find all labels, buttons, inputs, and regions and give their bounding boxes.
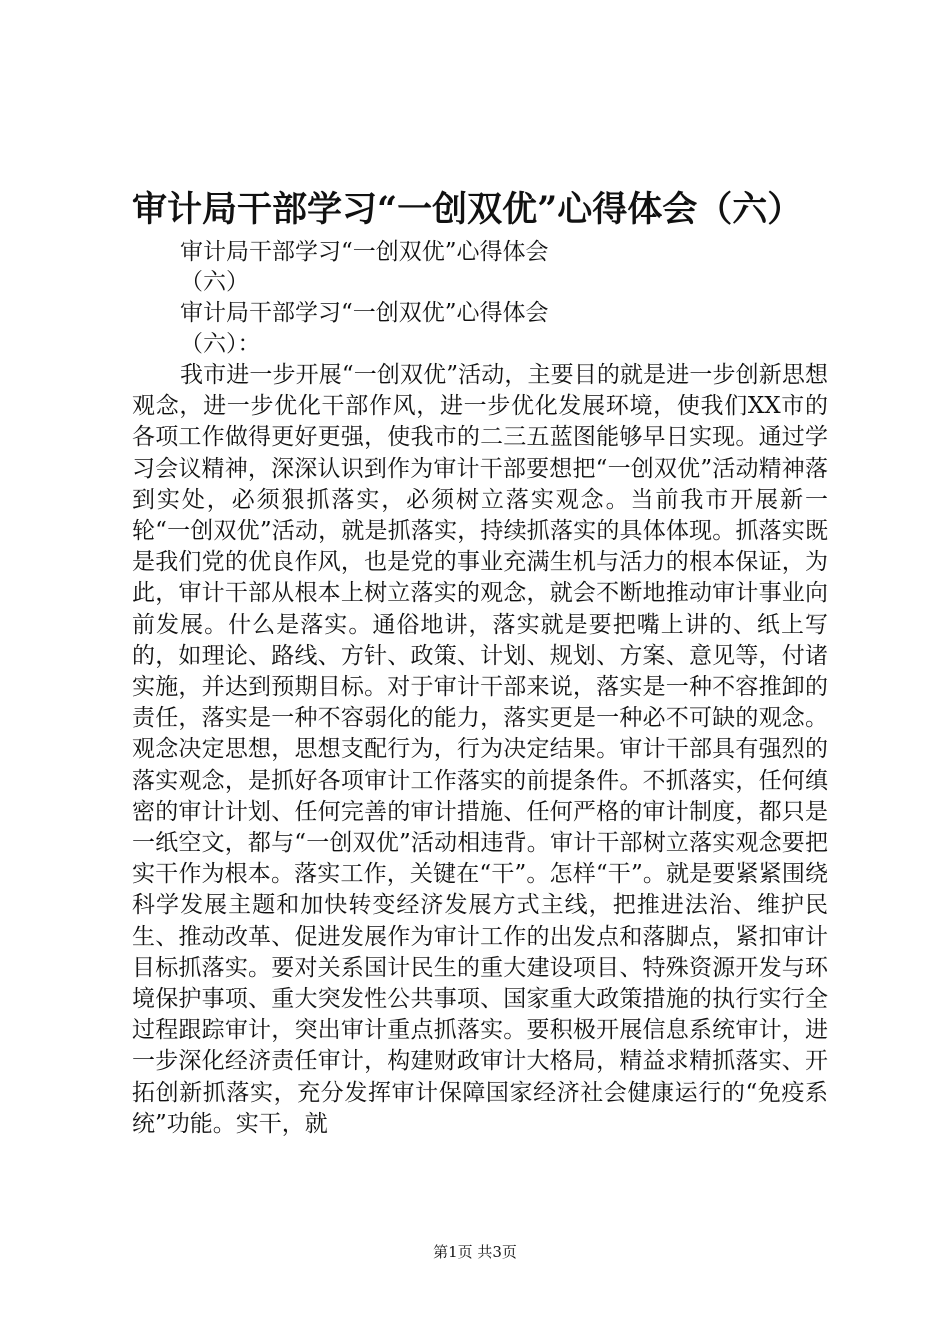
subtitle-line-1: 审计局干部学习“一创双优”心得体会 bbox=[180, 239, 549, 265]
subtitle-line-2: （六） bbox=[180, 269, 249, 295]
body-paragraph: 我市进一步开展“一创双优”活动，主要目的就是进一步创新思想观念，进一步优化干部作风，进一步优化发展环境，使我们XX市的各项工作做得更好更强，使我市的二三五蓝图能够早日实现。通过学习会议精神，深深认识到作为审计干部要想把“一创双优”活动精神落到实处，必须狠抓落实，必须树立落实观念。当前我市开展新一轮“一创双优”活动，就是抓落实，持续抓落实的具体体现。抓落实既是我们党的优良作风，也是党的事业充满生机与活力的根本保证，为此，审计干部从根本上树立落实的观念，就会不断地推动审计事业向前发展。什么是落实。通俗地讲，落实就是要把嘴上讲的、纸上写的，如理论、路线、方针、政策、计划、规划、方案、意见等，付诸实施，并达到预期目标。对于审计干部来说，落实是一种不容推卸的责任，落实是一种不容弱化的能力，落实更是一种必不可缺的观念。观念决定思想，思想支配行为，行为决定结果。审计干部具有强烈的落实观念，是抓好各项审计工作落实的前提条件。不抓落实，任何缜密的审计计划、任何完善的审计措施、任何严格的审计制度，都只是一纸空文，都与“一创双优”活动相违背。审计干部树立落实观念要把实干作为根本。落实工作，关键在“干”。怎样“干”。就是要紧紧围绕科学发展主题和加快转变经济发展方式主线，把推进法治、维护民生、推动改革、促进发展作为审计工作的出发点和落脚点，紧扣审计目标抓落实。要对关系国计民生的重大建设项目、特殊资源开发与环境保护事项、重大突发性公共事项、国家重大政策措施的执行实行全过程跟踪审计，突出审计重点抓落实。要积极开展信息系统审计，进一步深化经济责任审计，构建财政审计大格局，精益求精抓落实、开拓创新抓落实，充分发挥审计保障国家经济社会健康运行的“免疫系统”功能。实干，就 bbox=[132, 362, 828, 1137]
page-footer: 第1页 共3页 bbox=[433, 1243, 517, 1261]
document-title: 审计局干部学习“一创双优”心得体会（六） bbox=[132, 189, 803, 230]
subtitle-line-4: （六）： bbox=[180, 331, 261, 357]
subtitle-line-3: 审计局干部学习“一创双优”心得体会 bbox=[180, 300, 549, 326]
